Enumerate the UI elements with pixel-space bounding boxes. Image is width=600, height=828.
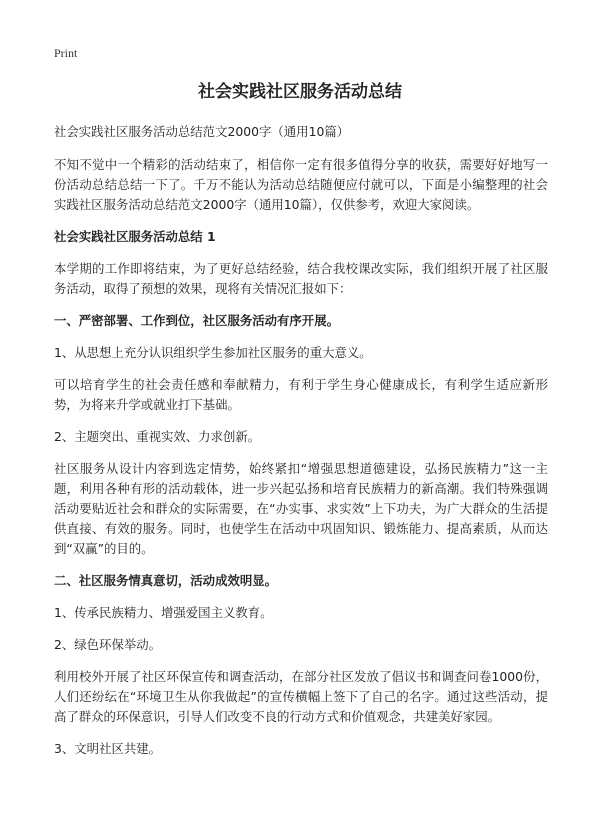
paragraph: 2、主题突出、重视实效、力求创新。 [54,429,261,444]
paragraph: 1、传承民族精力、增强爱国主义教育。 [54,605,273,620]
print-link[interactable]: Print [54,46,78,60]
paragraph: 利用校外开展了社区环保宣传和调查活动，在部分社区发放了倡议书和调查问卷1000份，人们还纷纭在“环境卫生从你我做起”的宣传横幅上签下了自己的名字。通过这些活动，提高了群众的环保意识，引导人们改变不良的行动方式和价值观念，共建美好家园。 [54,669,548,724]
paragraph: 社区服务从设计内容到选定情势，始终紧扣“增强思想道德建设，弘扬民族精力”这一主题，利用各种有形的活动载体，进一步兴起弘扬和培育民族精力的新高潮。我们特殊强调活动要贴近社会和群众的实际需要，在“办实事、求实效”上下功夫，为广大群众的生活提供直接、有效的服务。同时，也使学生在活动中巩固知识、锻炼能力、提高素质，从而达到“双赢”的目的。 [54,461,548,556]
document-body [54,122,548,771]
paragraph: 3、文明社区共建。 [54,741,162,756]
document-subtitle: 社会实践社区服务活动总结范文2000字（通用10篇） [54,124,350,139]
paragraph: 本学期的工作即将结束，为了更好总结经验，结合我校课改实际，我们组织开展了社区服务活动，取得了预想的效果，现将有关情况汇报如下： [54,261,548,296]
intro-paragraph: 不知不觉中一个精彩的活动结束了，相信你一定有很多值得分享的收获，需要好好地写一份活动总结总结一下了。千万不能认为活动总结随便应付就可以，下面是小编整理的社会实践社区服务活动总结范文2000字（通用10篇），仅供参考，欢迎大家阅读。 [54,157,548,212]
section-heading: 一、严密部署、工作到位，社区服务活动有序开展。 [54,313,339,328]
paragraph: 可以培育学生的社会责任感和奉献精力，有利于学生身心健康成长，有利学生适应新形势，为将来升学或就业打下基础。 [54,377,548,412]
paragraph: 2、绿色环保举动。 [54,637,162,652]
page-title: 社会实践社区服务活动总结 [198,82,402,102]
section-heading: 二、社区服务情真意切，活动成效明显。 [54,573,278,588]
paragraph: 1、从思想上充分认识组织学生参加社区服务的重大意义。 [54,345,372,360]
section-heading: 社会实践社区服务活动总结 1 [54,229,216,244]
